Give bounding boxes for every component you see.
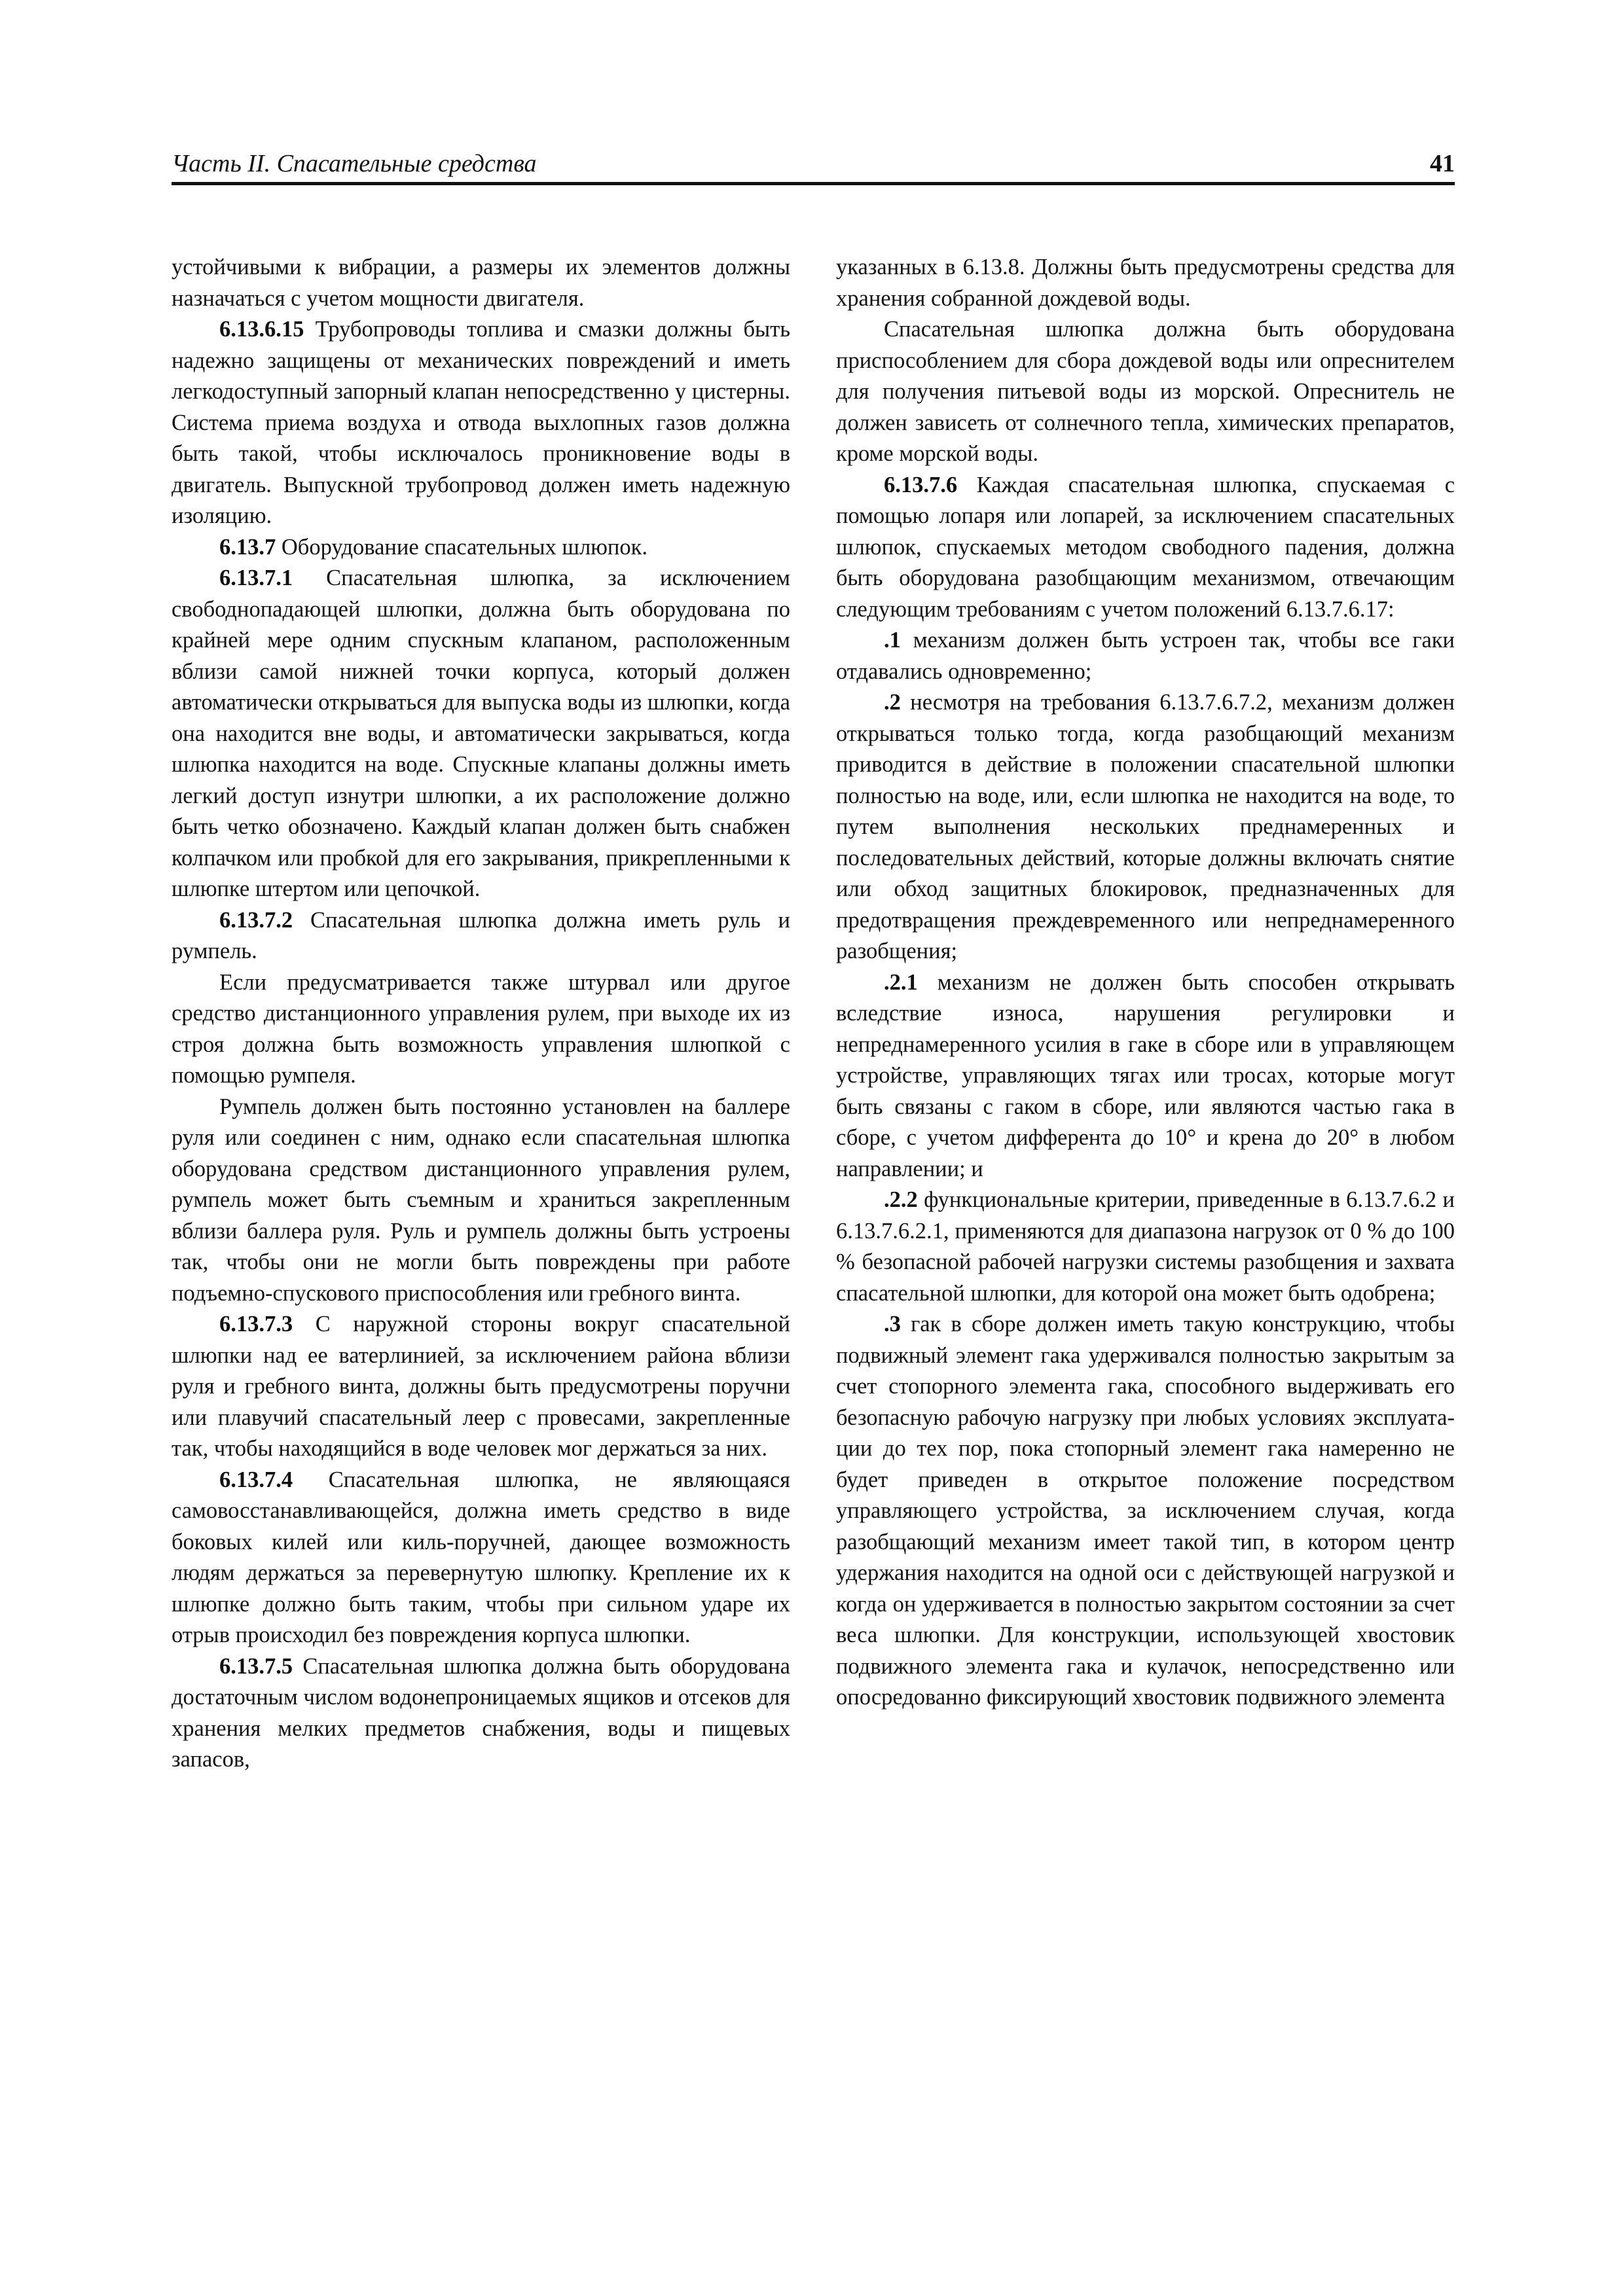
item-number: .2.1 <box>884 969 918 995</box>
paragraph: 6.13.7.6 Каждая спасательная шлюпка, спускаемая с помощью лопаря или лопарей, за исключением спасательных шлюпок, спускаемых методом свободного падения, должна быть оборудована разобщающим механизмом, отвечающим следующим требованиям с учетом положений 6.13.7.6.17: <box>836 472 1455 622</box>
paragraph: 6.13.7.4 Спасательная шлюпка, не являющаяся самовосстанавливающейся, должна иметь средство в виде боковых килей или киль-поручней, дающее возможность людям держаться за перевернутую шлюпку. Крепление их к шлюпке должно быть таким, чтобы при сильном ударе их отрыв происходил без повреждения корпуса шлюпки. <box>172 1467 791 1647</box>
paragraph: 6.13.7.5 Спасательная шлюпка должна быть оборудована достаточным числом водонепроницаемых ящиков и отсеков для хранения мелких предметов снабжения, воды и пищевых запасов, <box>172 1653 790 1772</box>
running-header <box>172 149 1455 185</box>
section-number: 6.13.7.1 <box>219 565 293 590</box>
section-number: 6.13.7.2 <box>219 907 293 933</box>
header-title: Часть II. Спасательные средства <box>172 150 537 177</box>
list-item: .2.2 функциональные критерии, приведенные в 6.13.7.6.2 и 6.13.7.6.2.1, применяются для диапазона нагрузок от 0 % до 100 % безопасной рабочей нагрузки системы разобщения и захвата спасательной шлюпки, для которой она может быть одобрена; <box>836 1187 1455 1306</box>
list-item: .2 несмотря на требования 6.13.7.6.7.2, механизм должен открываться только тогда, когда разобщающий механизм приводится в действие в положении спасательной шлюпки полностью на воде, или, если шлюпка не находится на воде, то путем выполнения нескольких преднамеренных и последовательных действий, которые должны включать снятие или обход защитных блокировок, предназначенных для предотвращения преждевременного или непреднамеренного разобщения; <box>836 690 1455 963</box>
page-number: 41 <box>1430 150 1455 177</box>
section-number: 6.13.7.6 <box>884 472 958 497</box>
right-column <box>836 252 1455 1713</box>
section-heading: 6.13.7 Оборудование спасательных шлюпок. <box>219 534 648 560</box>
paragraph: устойчивыми к вибрации, а размеры их элементов должны назначаться с учетом мощности двигателя. <box>172 255 790 311</box>
list-item: .2.1 механизм не должен быть способен открывать вследствие износа, нарушения регулировки и непреднамеренного усилия в гаке в сборе или в управляющем устройстве, управляющих тягах или тросах, которые могут быть связаны с гаком в сборе, или являются частью гака в сборе, с учетом дифферента до 10° и крена до 20° в любом направлении; и <box>836 969 1455 1181</box>
paragraph: указанных в 6.13.8. Должны быть предусмотрены средства для хранения собранной дождевой воды. <box>836 255 1455 311</box>
list-item: .3 гак в сборе должен иметь такую конструкцию, чтобы подвижный элемент гака удерживался полностью закрытым за счет стопорного элемента гака, способного выдерживать его безопасную рабочую нагрузку при любых условиях эксплуатации до тех пор, пока стопорный элемент гака намеренно не будет приведен в открытое положение посредством управляющего устройства, за исключением случая, когда разобщающий механизм имеет такой тип, в котором центр удержания находится на одной оси с действующей нагрузкой и когда он удерживается в полностью закрытом состоянии за счет веса шлюпки. Для конструкции, использующей хвостовик подвижного элемента гака и кулачок, непосредственно или опосредованно фиксирующий хвостовик подвижного элемента <box>836 1312 1455 1710</box>
section-number: 6.13.7.4 <box>219 1467 293 1492</box>
paragraph: 6.13.7.3 С наружной стороны вокруг спасательной шлюпки над ее ватерлинией, за исключением района вблизи руля и гребного винта, должны быть предусмотрены поручни или плавучий спасательный леер с провесами, закрепленные так, чтобы находящийся в воде человек мог держаться за них. <box>172 1312 790 1461</box>
item-number: .3 <box>884 1312 901 1336</box>
section-number: 6.13.7.3 <box>219 1312 293 1336</box>
paragraph: Спасательная шлюпка должна быть оборудована приспособлением для сбора дождевой воды или опреснителем для получения питьевой воды из морской. Опреснитель не должен зависеть от солнечного тепла, химических препаратов, кроме морской воды. <box>836 317 1455 466</box>
paragraph: 6.13.7.1 Спасательная шлюпка, за исключением свободнопадающей шлюпки, должна быть оборудована по крайней мере одним спускным клапаном, расположенным вблизи самой нижней точки корпуса, который должен автоматически открываться для выпуска воды из шлюпки, когда она находится вне воды, и автоматически закрываться, когда шлюпка находится на воде. Спускные клапаны должны иметь легкий доступ изнутри шлюпки, а их расположение должно быть четко обозначено. Каждый клапан должен быть снабжен колпачком или пробкой для его закрывания, прикрепленными к шлюпке штертом или цепочкой. <box>172 565 790 901</box>
paragraph: 6.13.7.2 Спасательная шлюпка должна иметь руль и румпель. <box>172 907 790 963</box>
paragraph: Если предусматривается также штурвал или другое средство дистанционного управления рулем, при выходе их из строя должна быть возможность управления шлюпкой с помощью румпеля. <box>172 969 790 1088</box>
section-number: 6.13.7.5 <box>219 1653 293 1679</box>
item-number: .1 <box>884 628 901 653</box>
paragraph: Румпель должен быть постоянно установлен на баллере руля или соединен с ним, однако если спасательная шлюпка оборудована средством дистанционного управления рулем, румпель может быть съемным и храниться закрепленным вблизи баллера руля. Руль и румпель должны быть устроены так, чтобы они не могли быть повреждены при работе подъемно-спускового приспособления или гребного винта. <box>172 1094 790 1306</box>
list-item: .1 механизм должен быть устроен так, чтобы все гаки отдавались одновременно; <box>836 628 1455 684</box>
item-number: .2 <box>884 690 901 715</box>
left-column <box>172 252 790 1776</box>
section-number: 6.13.6.15 <box>219 317 304 342</box>
item-number: .2.2 <box>884 1187 918 1212</box>
paragraph: 6.13.6.15 Трубопроводы топлива и смазки должны быть надежно защищены от механических повреждений и иметь легкодоступный запорный клапан непосредственно у цистерны. Система приема воздуха и отвода выхлопных газов должна быть такой, чтобы исключалось проникновение воды в двигатель. Выпускной трубопровод должен иметь надежную изоляцию. <box>172 317 791 528</box>
section-number: 6.13.7 <box>219 534 276 560</box>
